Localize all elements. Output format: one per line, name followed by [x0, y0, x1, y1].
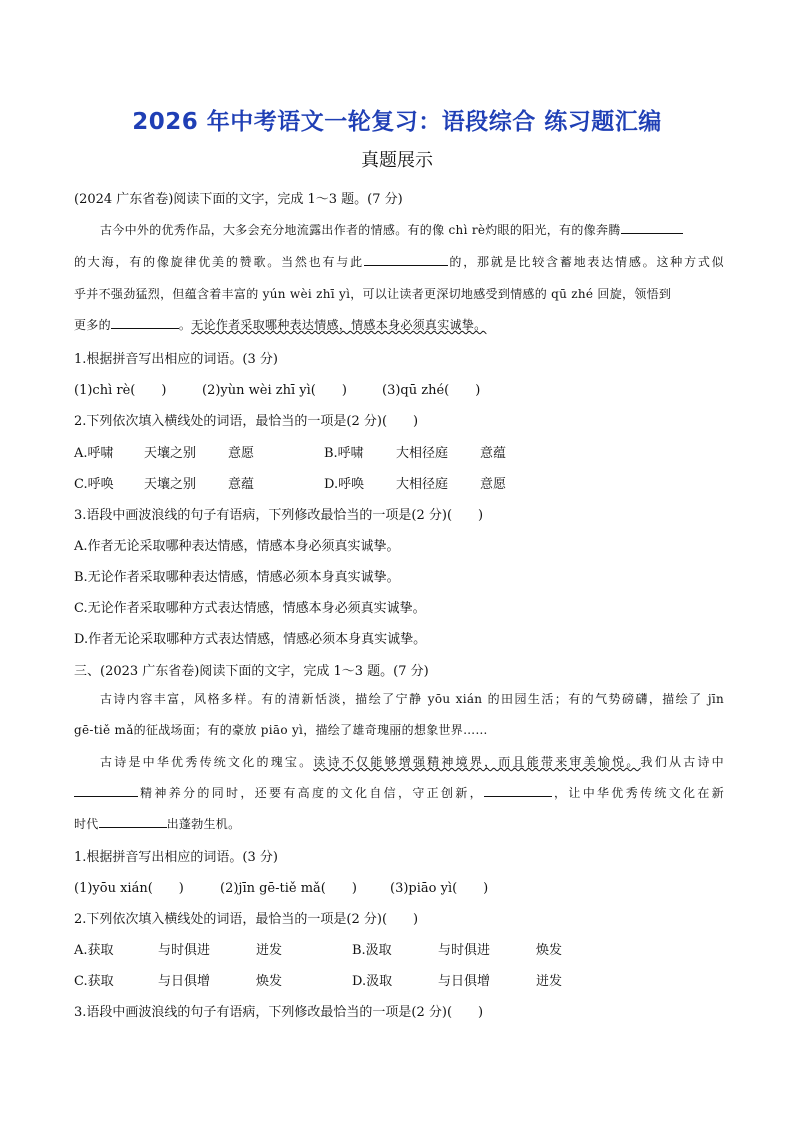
section2-question-1: 1.根据拼音写出相应的词语。(3 分): [74, 850, 278, 865]
pinyin-blank-1: (1)chì rè( ): [74, 383, 167, 398]
pinyin-blank-2: (2)jīn gē-tiě mǎ( ): [220, 881, 357, 896]
section1-passage-line-1: [100, 221, 724, 238]
section2-passage-line-4: [74, 784, 724, 801]
fill-blank: [99, 815, 167, 828]
pinyin-blank-3: (3)qū zhé( ): [382, 383, 481, 398]
section2-passage-line-2: gē-tiě mǎ的征战场面；有的豪放 piāo yì，描绘了雄奇瑰丽的想象世界……: [74, 723, 488, 737]
option-b-word-3: 意蕴: [480, 446, 507, 461]
passage-text: 。: [178, 318, 192, 332]
section1-q3-option-c: C.无论作者采取哪种方式表达情感，情感本身必须真实诚挚。: [74, 601, 426, 616]
passage-text: 的大海，有的像旋律优美的赞歌。当然也有与此: [74, 255, 364, 269]
section2-passage-line-1: 古诗内容丰富，风格多样。有的清新恬淡，描绘了宁静 yōu xián 的田园生活；有的气势磅礴，描绘了 jīn: [100, 692, 724, 706]
passage-text: 我们从古诗中: [640, 755, 724, 769]
option-a-word-1: A.呼啸: [74, 446, 114, 461]
option-b-word-2: 与时俱进: [438, 943, 491, 958]
pinyin-blank-3: (3)piāo yì( ): [390, 881, 489, 896]
section2-passage-line-5: [74, 815, 724, 832]
wavy-underlined-sentence: 读诗不仅能够增强精神境界，而且能带来审美愉悦。: [313, 755, 641, 769]
option-c-word-1: C.获取: [74, 974, 114, 989]
section2-question-2: 2.下列依次填入横线处的词语，最恰当的一项是(2 分)( ): [74, 912, 419, 927]
section1-q2-options-row-2: [74, 473, 724, 492]
option-b-word-3: 焕发: [536, 943, 563, 958]
section1-q3-option-a: A.作者无论采取哪种表达情感，情感本身必须真实诚挚。: [74, 539, 400, 554]
fill-blank: [621, 221, 683, 234]
section1-question-2: 2.下列依次填入横线处的词语，最恰当的一项是(2 分)( ): [74, 414, 419, 429]
section1-q3-option-d: D.作者无论采取哪种方式表达情感，情感必须本身真实诚挚。: [74, 632, 427, 647]
passage-text: 的，那就是比较含蓄地表达情感。这种方式似: [447, 255, 724, 269]
section1-question-1: 1.根据拼音写出相应的词语。(3 分): [74, 352, 278, 367]
pinyin-blank-2: (2)yùn wèi zhī yì( ): [202, 383, 347, 398]
option-a-word-3: 意愿: [228, 446, 255, 461]
passage-text: 古今中外的优秀作品，大多会充分地流露出作者的情感。有的像 chì rè灼眼的阳光，有的像奔腾: [100, 223, 621, 237]
section2-question-1-blanks: [74, 877, 724, 896]
section1-q3-option-b: B.无论作者采取哪种表达情感，情感必须本身真实诚挚。: [74, 570, 400, 585]
option-b-word-1: B.汲取: [352, 943, 392, 958]
option-a-word-2: 与时俱进: [158, 943, 211, 958]
fill-blank: [74, 784, 138, 797]
fill-blank: [364, 253, 448, 266]
section2-passage-line-3: [100, 753, 724, 770]
section1-header: (2024 广东省卷)阅读下面的文字，完成 1～3 题。(7 分): [74, 192, 403, 207]
option-a-word-2: 天壤之别: [144, 446, 197, 461]
option-d-word-3: 意愿: [480, 477, 507, 492]
option-d-word-3: 迸发: [536, 974, 563, 989]
fill-blank: [484, 784, 552, 797]
section1-question-3: 3.语段中画波浪线的句子有语病，下列修改最恰当的一项是(2 分)( ): [74, 508, 484, 523]
wavy-underlined-sentence: 无论作者采取哪种表达情感，情感本身必须真实诚挚。: [191, 318, 487, 332]
section1-passage-line-4: [74, 316, 724, 333]
option-a-word-3: 迸发: [256, 943, 283, 958]
passage-text: 时代: [74, 817, 99, 831]
passage-text: 古诗是中华优秀传统文化的瑰宝。: [100, 755, 314, 769]
section1-passage-line-2: [74, 253, 724, 270]
option-c-word-2: 天壤之别: [144, 477, 197, 492]
section1-q2-options-row-1: [74, 442, 724, 461]
option-d-word-1: D.呼唤: [324, 477, 365, 492]
option-d-word-1: D.汲取: [352, 974, 393, 989]
document-title: 2026 年中考语文一轮复习：语段综合 练习题汇编: [132, 109, 662, 135]
option-c-word-3: 焕发: [256, 974, 283, 989]
option-a-word-1: A.获取: [74, 943, 114, 958]
passage-text: 精神养分的同时，还要有高度的文化自信，守正创新，: [138, 786, 485, 800]
section2-q2-options-row-2: [74, 970, 724, 989]
section2-question-3: 3.语段中画波浪线的句子有语病，下列修改最恰当的一项是(2 分)( ): [74, 1005, 484, 1020]
passage-text: ，让中华优秀传统文化在新: [552, 786, 725, 800]
section1-question-1-blanks: [74, 379, 724, 398]
passage-text: 更多的: [74, 318, 111, 332]
section1-passage-line-3: 乎并不强劲猛烈，但蕴含着丰富的 yún wèi zhī yì，可以让读者更深切地感受到情感的 qū zhé 回旋，领悟到: [74, 287, 672, 301]
section-subtitle: 真题展示: [361, 150, 433, 171]
option-b-word-2: 大相径庭: [396, 446, 449, 461]
option-d-word-2: 大相径庭: [396, 477, 449, 492]
pinyin-blank-1: (1)yōu xián( ): [74, 881, 184, 896]
passage-text: 出蓬勃生机。: [166, 817, 241, 831]
fill-blank: [111, 316, 179, 329]
section2-q2-options-row-1: [74, 939, 724, 958]
option-d-word-2: 与日俱增: [438, 974, 491, 989]
section2-header: 三、(2023 广东省卷)阅读下面的文字，完成 1～3 题。(7 分): [74, 664, 429, 679]
option-c-word-2: 与日俱增: [158, 974, 211, 989]
option-c-word-3: 意蕴: [228, 477, 255, 492]
option-b-word-1: B.呼啸: [324, 446, 364, 461]
option-c-word-1: C.呼唤: [74, 477, 114, 492]
